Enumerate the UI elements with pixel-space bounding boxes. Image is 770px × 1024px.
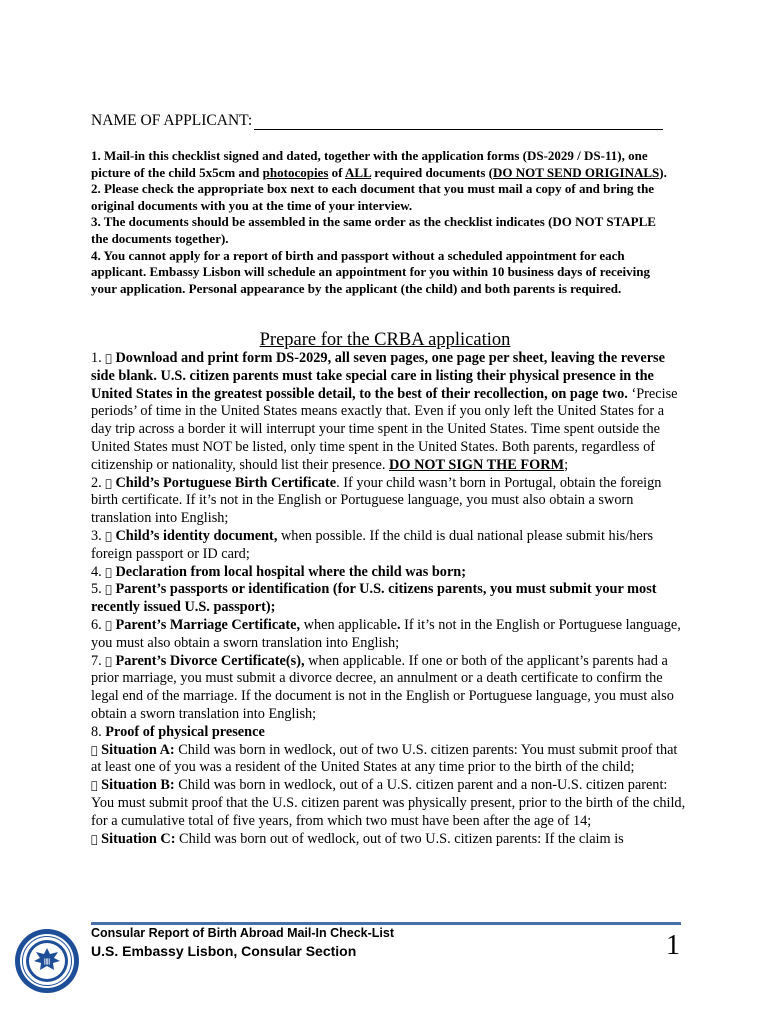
checkbox-icon[interactable] <box>105 477 112 490</box>
checklist-item-3: 3. Child’s identity document, when possible. If the child is dual national please submit his/hers foreign passport or ID card; <box>91 527 643 562</box>
applicant-name-line[interactable] <box>254 115 663 130</box>
checkbox-icon[interactable] <box>105 352 112 365</box>
checkbox-icon[interactable] <box>91 779 98 792</box>
checkbox-icon[interactable] <box>91 833 98 846</box>
instructions-block <box>91 148 673 297</box>
checklist-item-1: 1. Download and print form DS-2029, all seven pages, one page per sheet, leaving the reverse side blank. U.S. citizen parents must take special care in listing their physical presence in the United States in the greatest possible detail, to the best of their recollection, on page two. ‘Precise periods’ of time in the United States means exactly that. Even if you only left the United States for a day trip across a border it will interrupt your time spent in the United States. Time spent outside the United States must NOT be listed, only time spent in the United States. Both parents, regardless of citizenship or nationality, should list their presence. DO NOT SIGN THE FORM; <box>91 350 683 473</box>
page-number: 1 <box>666 930 680 961</box>
checklist-item-5: 5. Parent’s passports or identification (for U.S. citizens parents, you must submit your most recently issued U.S. passport); <box>91 581 647 616</box>
situation-b: Situation B: Child was born in wedlock, out of a U.S. citizen parent and a non-U.S. citizen parent: You must submit proof that the U.S. citizen parent was physically present, prior to the birth of the child, for a cumulative total of five years, from which two must have been after the age of 14; <box>91 777 684 829</box>
checkbox-icon[interactable] <box>91 744 98 757</box>
footer-subtitle: U.S. Embassy Lisbon, Consular Section <box>91 943 357 959</box>
checklist-item-6: 6. Parent’s Marriage Certificate, when applicable. If it’s not in the English or Portuguese language, you must also obtain a sworn translation into English; <box>91 616 671 651</box>
situation-c: Situation C: Child was born out of wedlock, out of two U.S. citizen parents: If the claim is <box>91 830 614 847</box>
checklist-item-2: 2. Child’s Portuguese Birth Certificate. If your child wasn’t born in Portugal, obtain the foreign birth certificate. If it’s not in the English or Portuguese language, you must also obtain a sworn translation into English; <box>91 474 682 527</box>
situation-a: Situation A: Child was born in wedlock, out of two U.S. citizen parents: You must submit proof that at least one of you was a resident of the United States at any time prior to the birth of the child; <box>91 741 682 776</box>
instruction-1: 1. Mail-in this checklist signed and dated, together with the application forms (DS-2029 / DS-11), one picture of the child 5x5cm and photocopies of ALL required documents (DO NOT SEND ORIGINALS). <box>91 148 667 180</box>
checkbox-icon[interactable] <box>105 566 112 579</box>
checklist-item-8: 8. Proof of physical presence <box>91 723 265 740</box>
applicant-name-field[interactable] <box>91 112 681 130</box>
checkbox-icon[interactable] <box>105 583 112 596</box>
checkbox-icon[interactable] <box>105 530 112 543</box>
checklist-item-4: 4. Declaration from local hospital where the child was born; <box>91 563 456 580</box>
instruction-2: 2. Please check the appropriate box next to each document that you must mail a copy of and bring the original documents with you at the time of your interview. <box>91 181 655 213</box>
instruction-4: 4. You cannot apply for a report of birth and passport without a scheduled appointment for each applicant. Embassy Lisbon will schedule an appointment for you within 10 business days of receiving your application. Personal appearance by the applicant (the child) and both parents is required. <box>91 247 650 296</box>
checklist <box>91 350 687 848</box>
applicant-label: NAME OF APPLICANT: <box>91 112 253 129</box>
embassy-seal-icon <box>14 928 80 994</box>
section-title: Prepare for the CRBA application <box>259 330 511 350</box>
checklist-item-7: 7. Parent’s Divorce Certificate(s), when applicable. If one or both of the applicant’s parents had a prior marriage, you must submit a divorce decree, an annulment or a death certificate to confirm the legal end of the marriage. If the document is not in the English or Portuguese language, you must also obtain a sworn translation into English; <box>91 652 674 722</box>
checkbox-icon[interactable] <box>105 619 112 632</box>
instruction-3: 3. The documents should be assembled in the same order as the checklist indicates (DO NOT STAPLE the documents together). <box>91 214 656 246</box>
footer-title: Consular Report of Birth Abroad Mail-In Check-List <box>91 926 395 940</box>
checkbox-icon[interactable] <box>105 655 112 668</box>
